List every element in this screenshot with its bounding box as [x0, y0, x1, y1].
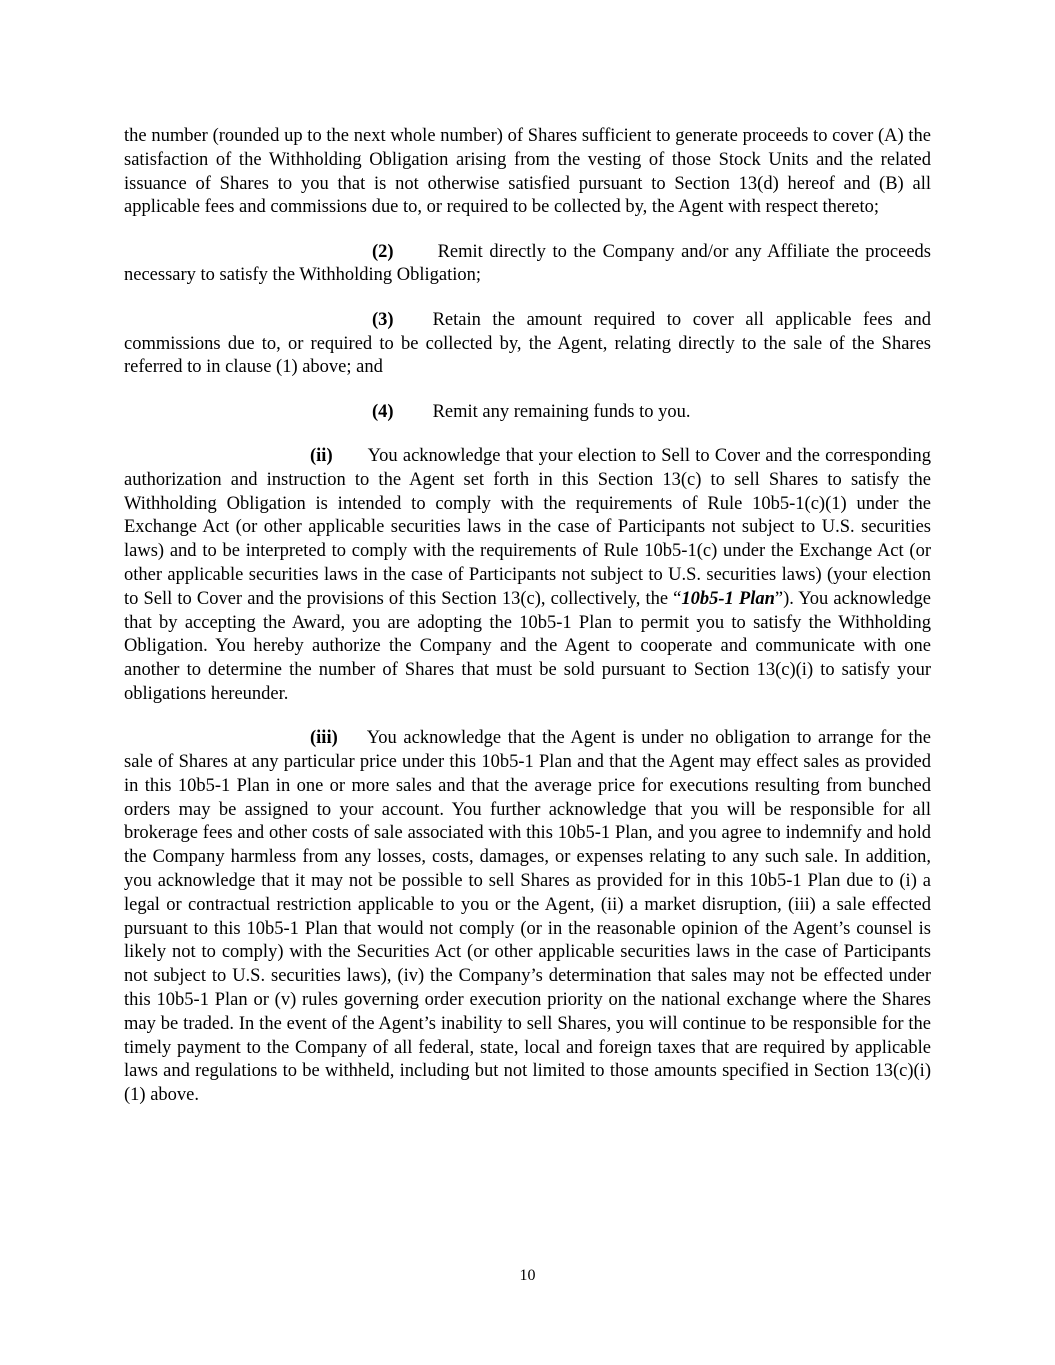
- document-page: [124, 125, 931, 1108]
- clause-text: You acknowledge that your election to Sell to Cover and the corresponding authorization and instruction to the Agent set forth in this Section 13(c) to sell Shares to satisfy the Withholding Obligation is intended to comply with the requirements of Rule 10b5-1(c)(1) under the Exchange Act (or other applicable securities laws in the case of Participants not subject to U.S. securities laws) and to be interpreted to comply with the requirements of Rule 10b5-1(c) under the Exchange Act (or other applicable securities laws in the case of Participants not subject to U.S. securities laws) (your election to Sell to Cover and the provisions of this Section 13(c), collectively, the “: [124, 445, 931, 609]
- clause-number: (3): [372, 309, 394, 330]
- clause-iii: [124, 727, 931, 1108]
- clause-3: [124, 309, 931, 380]
- clause-4: [124, 401, 931, 425]
- clause-text: Remit directly to the Company and/or any Affiliate the proceeds necessary to satisfy the Withholding Obligation;: [124, 241, 931, 286]
- clause-text: Retain the amount required to cover all applicable fees and commissions due to, or required to be collected by, the Agent, relating directly to the sale of the Shares referred to in clause (1) above; and: [124, 309, 931, 378]
- clause-number: (ii): [310, 445, 333, 466]
- paragraph-text: the number (rounded up to the next whole number) of Shares sufficient to generate proceeds to cover (A) the satisfaction of the Withholding Obligation arising from the vesting of those Stock Units and the related issuance of Shares to you that is not otherwise satisfied pursuant to Section 13(d) hereof and (B) all applicable fees and commissions due to, or required to be collected by, the Agent with respect thereto;: [124, 126, 931, 218]
- clause-number: (4): [372, 401, 394, 422]
- clause-text: You acknowledge that the Agent is under no obligation to arrange for the sale of Shares at any particular price under this 10b5-1 Plan and that the Agent may effect sales as provided in this 10b5-1 Plan in one or more sales and that the average price for executions resulting from bunched orders may be assigned to your account. You further acknowledge that you will be responsible for all brokerage fees and other costs of sale associated with this 10b5-1 Plan, and you agree to indemnify and hold the Company harmless from any losses, costs, damages, or expenses relating to any such sale. In addition, you acknowledge that it may not be possible to sell Shares as provided for in this 10b5-1 Plan due to (i) a legal or contractual restriction applicable to you or the Agent, (ii) a market disruption, (iii) a sale effected pursuant to this 10b5-1 Plan that would not comply (or in the reasonable opinion of the Agent’s counsel is likely not to comply) with the Securities Act (or other applicable securities laws in the case of Participants not subject to U.S. securities laws), (iv) the Company’s determination that sales may not be effected under this 10b5-1 Plan or (v) rules governing order execution priority on the national exchange where the Shares may be traded. In the event of the Agent’s inability to sell Shares, you will continue to be responsible for the timely payment to the Company of all federal, state, local and foreign taxes that are required by applicable laws and regulations to be withheld, including but not limited to those amounts specified in Section 13(c)(i)(1) above.: [124, 728, 931, 1106]
- clause-text: Remit any remaining funds to you.: [432, 401, 691, 422]
- clause-ii: [124, 445, 931, 707]
- paragraph-continuation: [124, 125, 931, 220]
- clause-number: (iii): [310, 728, 338, 749]
- page-number: 10: [519, 1267, 536, 1284]
- defined-term: 10b5-1 Plan: [681, 588, 775, 609]
- clause-text-continued: ”). You acknowledge that by accepting the Award, you are adopting the 10b5-1 Plan to permit you to satisfy the Withholding Obligation. You hereby authorize the Company and the Agent to cooperate and communicate with one another to determine the number of Shares that must be sold pursuant to Section 13(c)(i) to satisfy your obligations hereunder.: [124, 588, 931, 704]
- clause-number: (2): [372, 241, 394, 262]
- clause-2: [124, 241, 931, 289]
